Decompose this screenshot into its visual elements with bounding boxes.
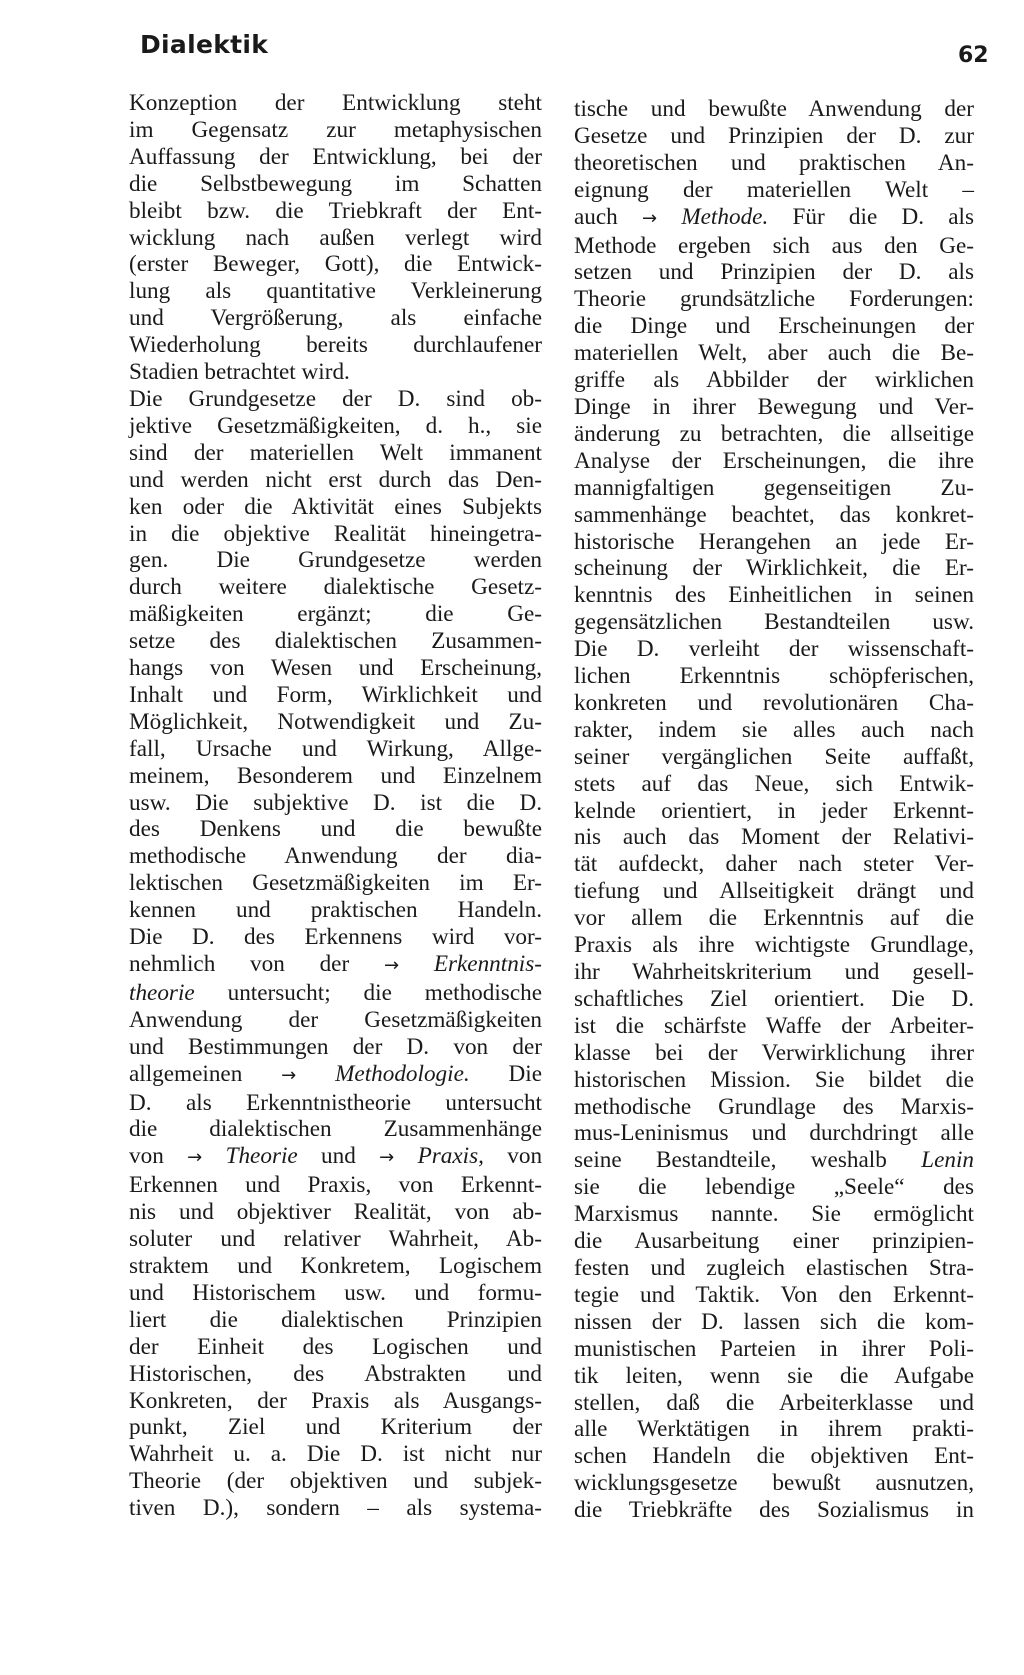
text-line: Analyse der Erscheinungen, die ihre [574, 447, 974, 474]
text-line: ken oder die Aktivität eines Subjekts [129, 493, 542, 520]
text-line: gen. Die Grundgesetze werden [129, 547, 542, 574]
text-line: alle Werktätigen in ihrem prakti- [574, 1416, 974, 1443]
text-line: bleibt bzw. die Triebkraft der Ent- [129, 197, 542, 224]
text-line: usw. Die subjektive D. ist die D. [129, 789, 542, 816]
text-segment: seine Bestandteile, weshalb [574, 1147, 922, 1174]
text-line: klasse bei der Verwirklichung ihrer [574, 1039, 974, 1066]
text-segment: von [483, 1143, 543, 1170]
page-number: 62 [958, 43, 989, 68]
text-line: tegie und Taktik. Von den Erkennt- [574, 1281, 974, 1308]
text-segment [202, 1143, 225, 1169]
text-line [129, 951, 542, 980]
text-segment: untersucht; die methodische [194, 979, 542, 1006]
text-line: hangs von Wesen und Erscheinung, [129, 655, 542, 682]
text-segment: allgemeinen [129, 1060, 282, 1087]
text-segment: Für die D. als [768, 203, 974, 230]
cross-reference-arrow-icon: → [187, 1147, 203, 1169]
text-line: Stadien betrachtet wird. [129, 359, 350, 386]
text-line: straktem und Konkretem, Logischem [129, 1252, 542, 1279]
text-line: schaftliches Ziel orientiert. Die D. [574, 985, 974, 1012]
text-line: setzen und Prinzipien der D. als [574, 259, 974, 286]
cross-reference-term: Lenin [921, 1147, 974, 1174]
text-line: mäßigkeiten ergänzt; die Ge- [129, 601, 542, 628]
text-line: Die Grundgesetze der D. sind ob- [129, 385, 542, 412]
text-segment: nehmlich von der [129, 951, 384, 977]
text-line: kennen und praktischen Handeln. [129, 897, 542, 924]
text-line: Wahrheit u. a. Die D. ist nicht nur [129, 1441, 542, 1468]
text-line: methodische Grundlage des Marxis- [574, 1093, 974, 1120]
cross-reference-term: Praxis, [417, 1143, 484, 1170]
cross-reference-arrow-icon: → [383, 955, 400, 976]
text-line: und Historischem usw. und formu- [129, 1279, 542, 1306]
text-line: stellen, daß die Arbeiterklasse und [574, 1389, 974, 1416]
text-line: lung als quantitative Verkleinerung [129, 278, 542, 305]
text-line: festen und zugleich elastischen Stra- [574, 1254, 974, 1281]
text-line: fall, Ursache und Wirkung, Allge- [129, 735, 542, 762]
text-line: sie die lebendige „Seele“ des [574, 1174, 974, 1201]
text-line: sammenhänge beachtet, das konkret- [574, 501, 974, 528]
text-line [129, 1143, 542, 1172]
text-line: vor allem die Erkenntnis auf die [574, 905, 974, 932]
text-line: liert die dialektischen Prinzipien [129, 1306, 542, 1333]
text-line: materiellen Welt, aber auch die Be- [574, 340, 974, 367]
text-line: historischen Mission. Sie bildet die [574, 1066, 974, 1093]
text-line: die Triebkräfte des Sozialismus in [574, 1497, 974, 1524]
text-line: Erkennen und Praxis, von Erkennt- [129, 1172, 542, 1199]
text-line: stets auf das Neue, sich Entwik- [574, 770, 974, 797]
text-line: Theorie grundsätzliche Forderungen: [574, 286, 974, 313]
cross-reference-term: Methode. [681, 203, 769, 230]
text-line: Methode ergeben sich aus den Ge- [574, 232, 974, 259]
text-line: seiner vergänglichen Seite auffaßt, [574, 743, 974, 770]
text-line: gegensätzlichen Bestandteilen usw. [574, 609, 974, 636]
text-line: und Vergrößerung, als einfache [129, 305, 542, 332]
text-line: lektischen Gesetzmäßigkeiten im Er- [129, 870, 542, 897]
text-line: tiven D.), sondern – als systema- [129, 1495, 542, 1522]
text-line: setze des dialektischen Zusammen- [129, 628, 542, 655]
text-segment: Die [469, 1060, 543, 1087]
left-column [129, 90, 542, 1522]
cross-reference-term: Erkenntnis- [433, 951, 542, 977]
text-line: des Denkens und die bewußte [129, 816, 542, 843]
text-line: durch weitere dialektische Gesetz- [129, 574, 542, 601]
right-column [574, 96, 974, 1524]
text-line [129, 980, 542, 1007]
text-line: (erster Beweger, Gott), die Entwick- [129, 251, 542, 278]
text-line: tiefung und Allseitigkeit drängt und [574, 878, 974, 905]
text-segment [399, 951, 434, 977]
text-line [574, 204, 974, 233]
text-line: jektive Gesetzmäßigkeiten, d. h., sie [129, 412, 542, 439]
text-line: und werden nicht erst durch das Den- [129, 466, 542, 493]
text-line: Konzeption der Entwicklung steht [129, 90, 542, 116]
text-line: tät aufdeckt, daher nach steter Ver- [574, 851, 974, 878]
text-line: der Einheit des Logischen und [129, 1333, 542, 1360]
text-line: punkt, Ziel und Kriterium der [129, 1414, 542, 1441]
text-line: munistischen Parteien in ihrer Poli- [574, 1335, 974, 1362]
text-line: nis auch das Moment der Relativi- [574, 824, 974, 851]
text-line: Marxismus nannte. Sie ermöglicht [574, 1201, 974, 1228]
text-line: kelnde orientiert, in jeder Erkennt- [574, 797, 974, 824]
text-line: Praxis als ihre wichtigste Grundlage, [574, 932, 974, 959]
text-line: schen Handeln die objektiven Ent- [574, 1443, 974, 1470]
text-line: kenntnis des Einheitlichen in seinen [574, 582, 974, 609]
text-line: mus-Leninismus und durchdringt alle [574, 1120, 974, 1147]
text-line: D. als Erkenntnistheorie untersucht [129, 1089, 542, 1116]
text-segment [296, 1061, 335, 1087]
text-line [574, 1147, 974, 1174]
text-line: wicklungsgesetze bewußt ausnutzen, [574, 1470, 974, 1497]
cross-reference-term: Methodologie. [335, 1060, 470, 1087]
text-line: Auffassung der Entwicklung, bei der [129, 143, 542, 170]
text-segment: auch [574, 203, 642, 230]
text-line: sind der materiellen Welt immanent [129, 439, 542, 466]
text-line: soluter und relativer Wahrheit, Ab- [129, 1226, 542, 1253]
text-line: lichen Erkenntnis schöpferischen, [574, 663, 974, 690]
text-line: Gesetze und Prinzipien der D. zur [574, 122, 974, 149]
text-line: Historischen, des Abstrakten und [129, 1360, 542, 1387]
text-line: Die D. des Erkennens wird vor- [129, 924, 542, 951]
text-line: Möglichkeit, Notwendigkeit und Zu- [129, 708, 542, 735]
text-line: Dinge in ihrer Bewegung und Ver- [574, 393, 974, 420]
text-line: scheinung der Wirklichkeit, die Er- [574, 555, 974, 582]
text-line: meinem, Besonderem und Einzelnem [129, 762, 542, 789]
text-line: Theorie (der objektiven und subjek- [129, 1468, 542, 1495]
text-line [129, 1061, 542, 1090]
text-line: im Gegensatz zur metaphysischen [129, 116, 542, 143]
text-line: nis und objektiver Realität, von ab- [129, 1199, 542, 1226]
text-line: theoretischen und praktischen An- [574, 149, 974, 176]
text-line: Inhalt und Form, Wirklichkeit und [129, 681, 542, 708]
text-line: Die D. verleiht der wissenschaft- [574, 636, 974, 663]
text-line: tische und bewußte Anwendung der [574, 96, 974, 122]
text-segment: von [129, 1143, 188, 1170]
text-line: ist die schärfste Waffe der Arbeiter- [574, 1012, 974, 1039]
text-line: mannigfaltigen gegenseitigen Zu- [574, 474, 974, 501]
text-line: Anwendung der Gesetzmäßigkeiten [129, 1006, 542, 1033]
cross-reference-term: theorie [129, 979, 195, 1006]
text-line: wicklung nach außen verlegt wird [129, 224, 542, 251]
text-line: tik leiten, wenn sie die Aufgabe [574, 1362, 974, 1389]
text-line: methodische Anwendung der dia- [129, 843, 542, 870]
text-line: die Ausarbeitung einer prinzipien- [574, 1228, 974, 1255]
text-line: änderung zu betrachten, die allseitige [574, 420, 974, 447]
text-line: historische Herangehen an jede Er- [574, 528, 974, 555]
text-segment: und [297, 1143, 380, 1170]
text-line: Wiederholung bereits durchlaufener [129, 332, 542, 359]
cross-reference-arrow-icon: → [642, 207, 658, 229]
text-line: die dialektischen Zusammenhänge [129, 1116, 542, 1143]
text-line: nissen der D. lassen sich die kom- [574, 1308, 974, 1335]
text-segment [394, 1143, 417, 1169]
text-line: konkreten und revolutionären Cha- [574, 689, 974, 716]
text-line: griffe als Abbilder der wirklichen [574, 367, 974, 394]
text-line: ihr Wahrheitskriterium und gesell- [574, 959, 974, 985]
text-line: rakter, indem sie alles auch nach [574, 716, 974, 743]
text-line: Konkreten, der Praxis als Ausgangs- [129, 1387, 542, 1414]
text-segment [657, 204, 681, 230]
cross-reference-arrow-icon: → [379, 1147, 395, 1169]
cross-reference-arrow-icon: → [281, 1064, 297, 1086]
running-head: Dialektik [140, 30, 269, 59]
text-line: und Bestimmungen der D. von der [129, 1033, 542, 1060]
text-line: in die objektive Realität hineingetra- [129, 520, 542, 547]
text-line: die Selbstbewegung im Schatten [129, 170, 542, 197]
text-line: eignung der materiellen Welt – [574, 176, 974, 203]
text-line: die Dinge und Erscheinungen der [574, 313, 974, 340]
cross-reference-term: Theorie [225, 1143, 298, 1170]
